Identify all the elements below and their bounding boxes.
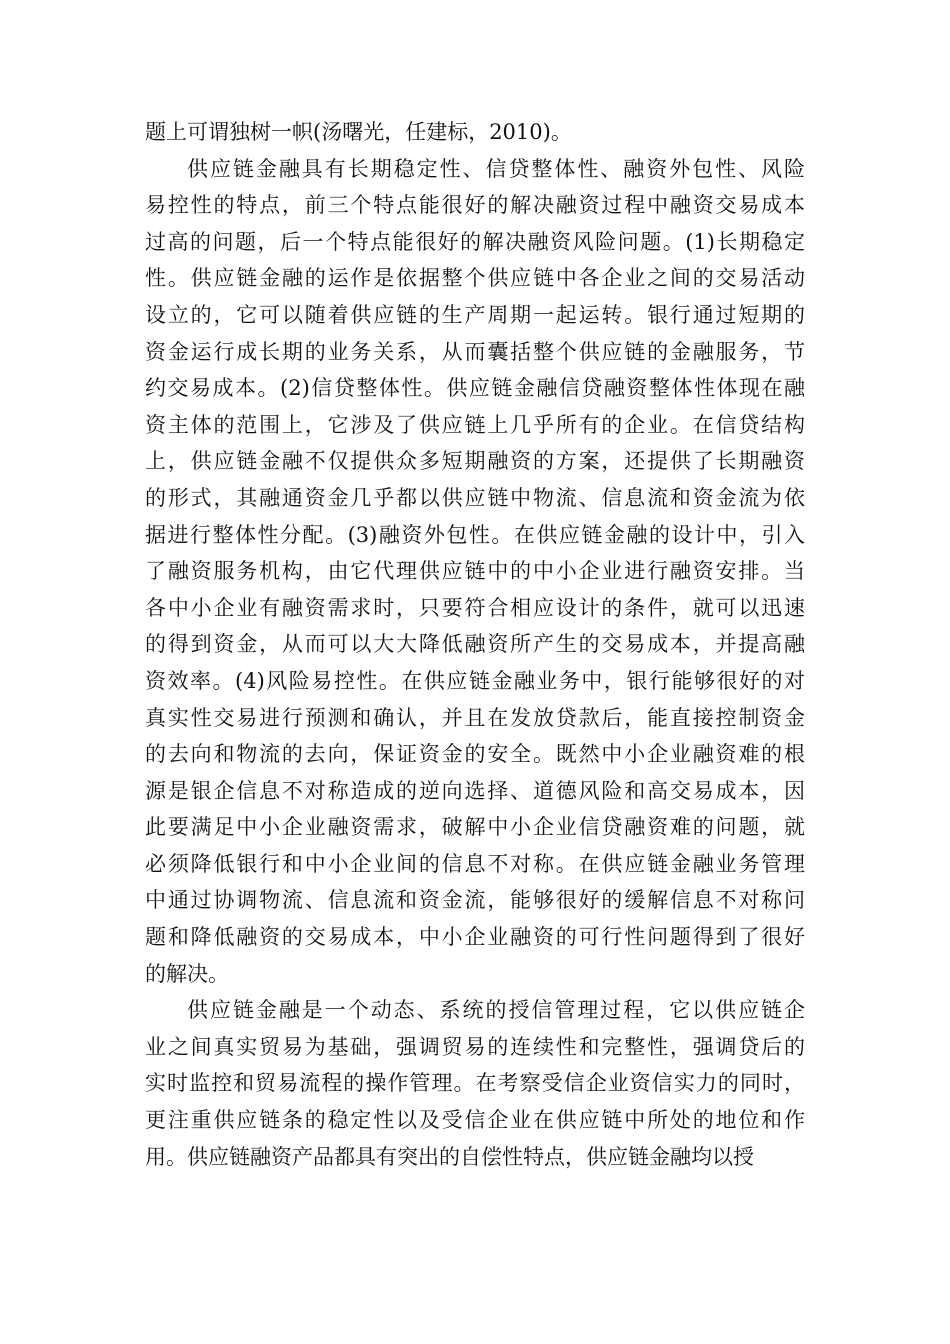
text-line: 约交易成本。(2)信贷整体性。供应链金融信贷融资整体性体现在融 [145, 376, 805, 401]
text-line: 真实性交易进行预测和确认，并且在发放贷款后，能直接控制资金 [145, 705, 805, 730]
paragraph [145, 114, 805, 151]
text-line: 中通过协调物流、信息流和资金流，能够很好的缓解信息不对称问 [145, 888, 805, 913]
text-line: 各中小企业有融资需求时，只要符合相应设计的条件，就可以迅速 [145, 595, 805, 620]
text-line: 资金运行成长期的业务关系，从而囊括整个供应链的金融服务，节 [145, 339, 805, 364]
paragraph [145, 992, 805, 1175]
text-line: 源是银企信息不对称造成的逆向选择、道德风险和高交易成本，因 [145, 778, 805, 803]
body-text [145, 114, 805, 1175]
text-line: 更注重供应链条的稳定性以及受信企业在供应链中所处的地位和作 [145, 1108, 805, 1133]
text-line: 资效率。(4)风险易控性。在供应链金融业务中，银行能够很好的对 [145, 668, 805, 693]
text-line: 设立的，它可以随着供应链的生产周期一起运转。银行通过短期的 [145, 302, 805, 327]
text-line: 性。供应链金融的运作是依据整个供应链中各企业之间的交易活动 [145, 266, 805, 291]
text-line: 供应链金融是一个动态、系统的授信管理过程，它以供应链企 [187, 998, 805, 1023]
text-line: 此要满足中小企业融资需求，破解中小企业信贷融资难的问题，就 [145, 815, 805, 840]
text-line: 上，供应链金融不仅提供众多短期融资的方案，还提供了长期融资 [145, 449, 805, 474]
text-line: 供应链金融具有长期稳定性、信贷整体性、融资外包性、风险 [187, 156, 805, 181]
text-line: 的得到资金，从而可以大大降低融资所产生的交易成本，并提高融 [145, 632, 805, 657]
text-line: 业之间真实贸易为基础，强调贸易的连续性和完整性，强调贷后的 [145, 1034, 805, 1059]
paragraph [145, 151, 805, 993]
text-line: 资主体的范围上，它涉及了供应链上几乎所有的企业。在信贷结构 [145, 412, 805, 437]
text-line: 题上可谓独树一帜(汤曙光，任建标，2010)。 [145, 120, 572, 144]
text-line: 易控性的特点，前三个特点能很好的解决融资过程中融资交易成本 [145, 193, 805, 218]
text-line: 据进行整体性分配。(3)融资外包性。在供应链金融的设计中，引入 [145, 522, 805, 547]
text-line: 题和降低融资的交易成本，中小企业融资的可行性问题得到了很好 [145, 925, 805, 950]
text-line: 了融资服务机构，由它代理供应链中的中小企业进行融资安排。当 [145, 559, 805, 584]
text-line: 必须降低银行和中小企业间的信息不对称。在供应链金融业务管理 [145, 851, 805, 876]
text-line: 的去向和物流的去向，保证资金的安全。既然中小企业融资难的根 [145, 742, 805, 767]
text-line: 的解决。 [145, 961, 229, 986]
text-line: 实时监控和贸易流程的操作管理。在考察受信企业资信实力的同时， [145, 1071, 805, 1096]
text-line: 过高的问题，后一个特点能很好的解决融资风险问题。(1)长期稳定 [145, 229, 805, 254]
text-line: 用。供应链融资产品都具有突出的自偿性特点，供应链金融均以授 [145, 1144, 754, 1169]
text-line: 的形式，其融通资金几乎都以供应链中物流、信息流和资金流为依 [145, 485, 805, 510]
